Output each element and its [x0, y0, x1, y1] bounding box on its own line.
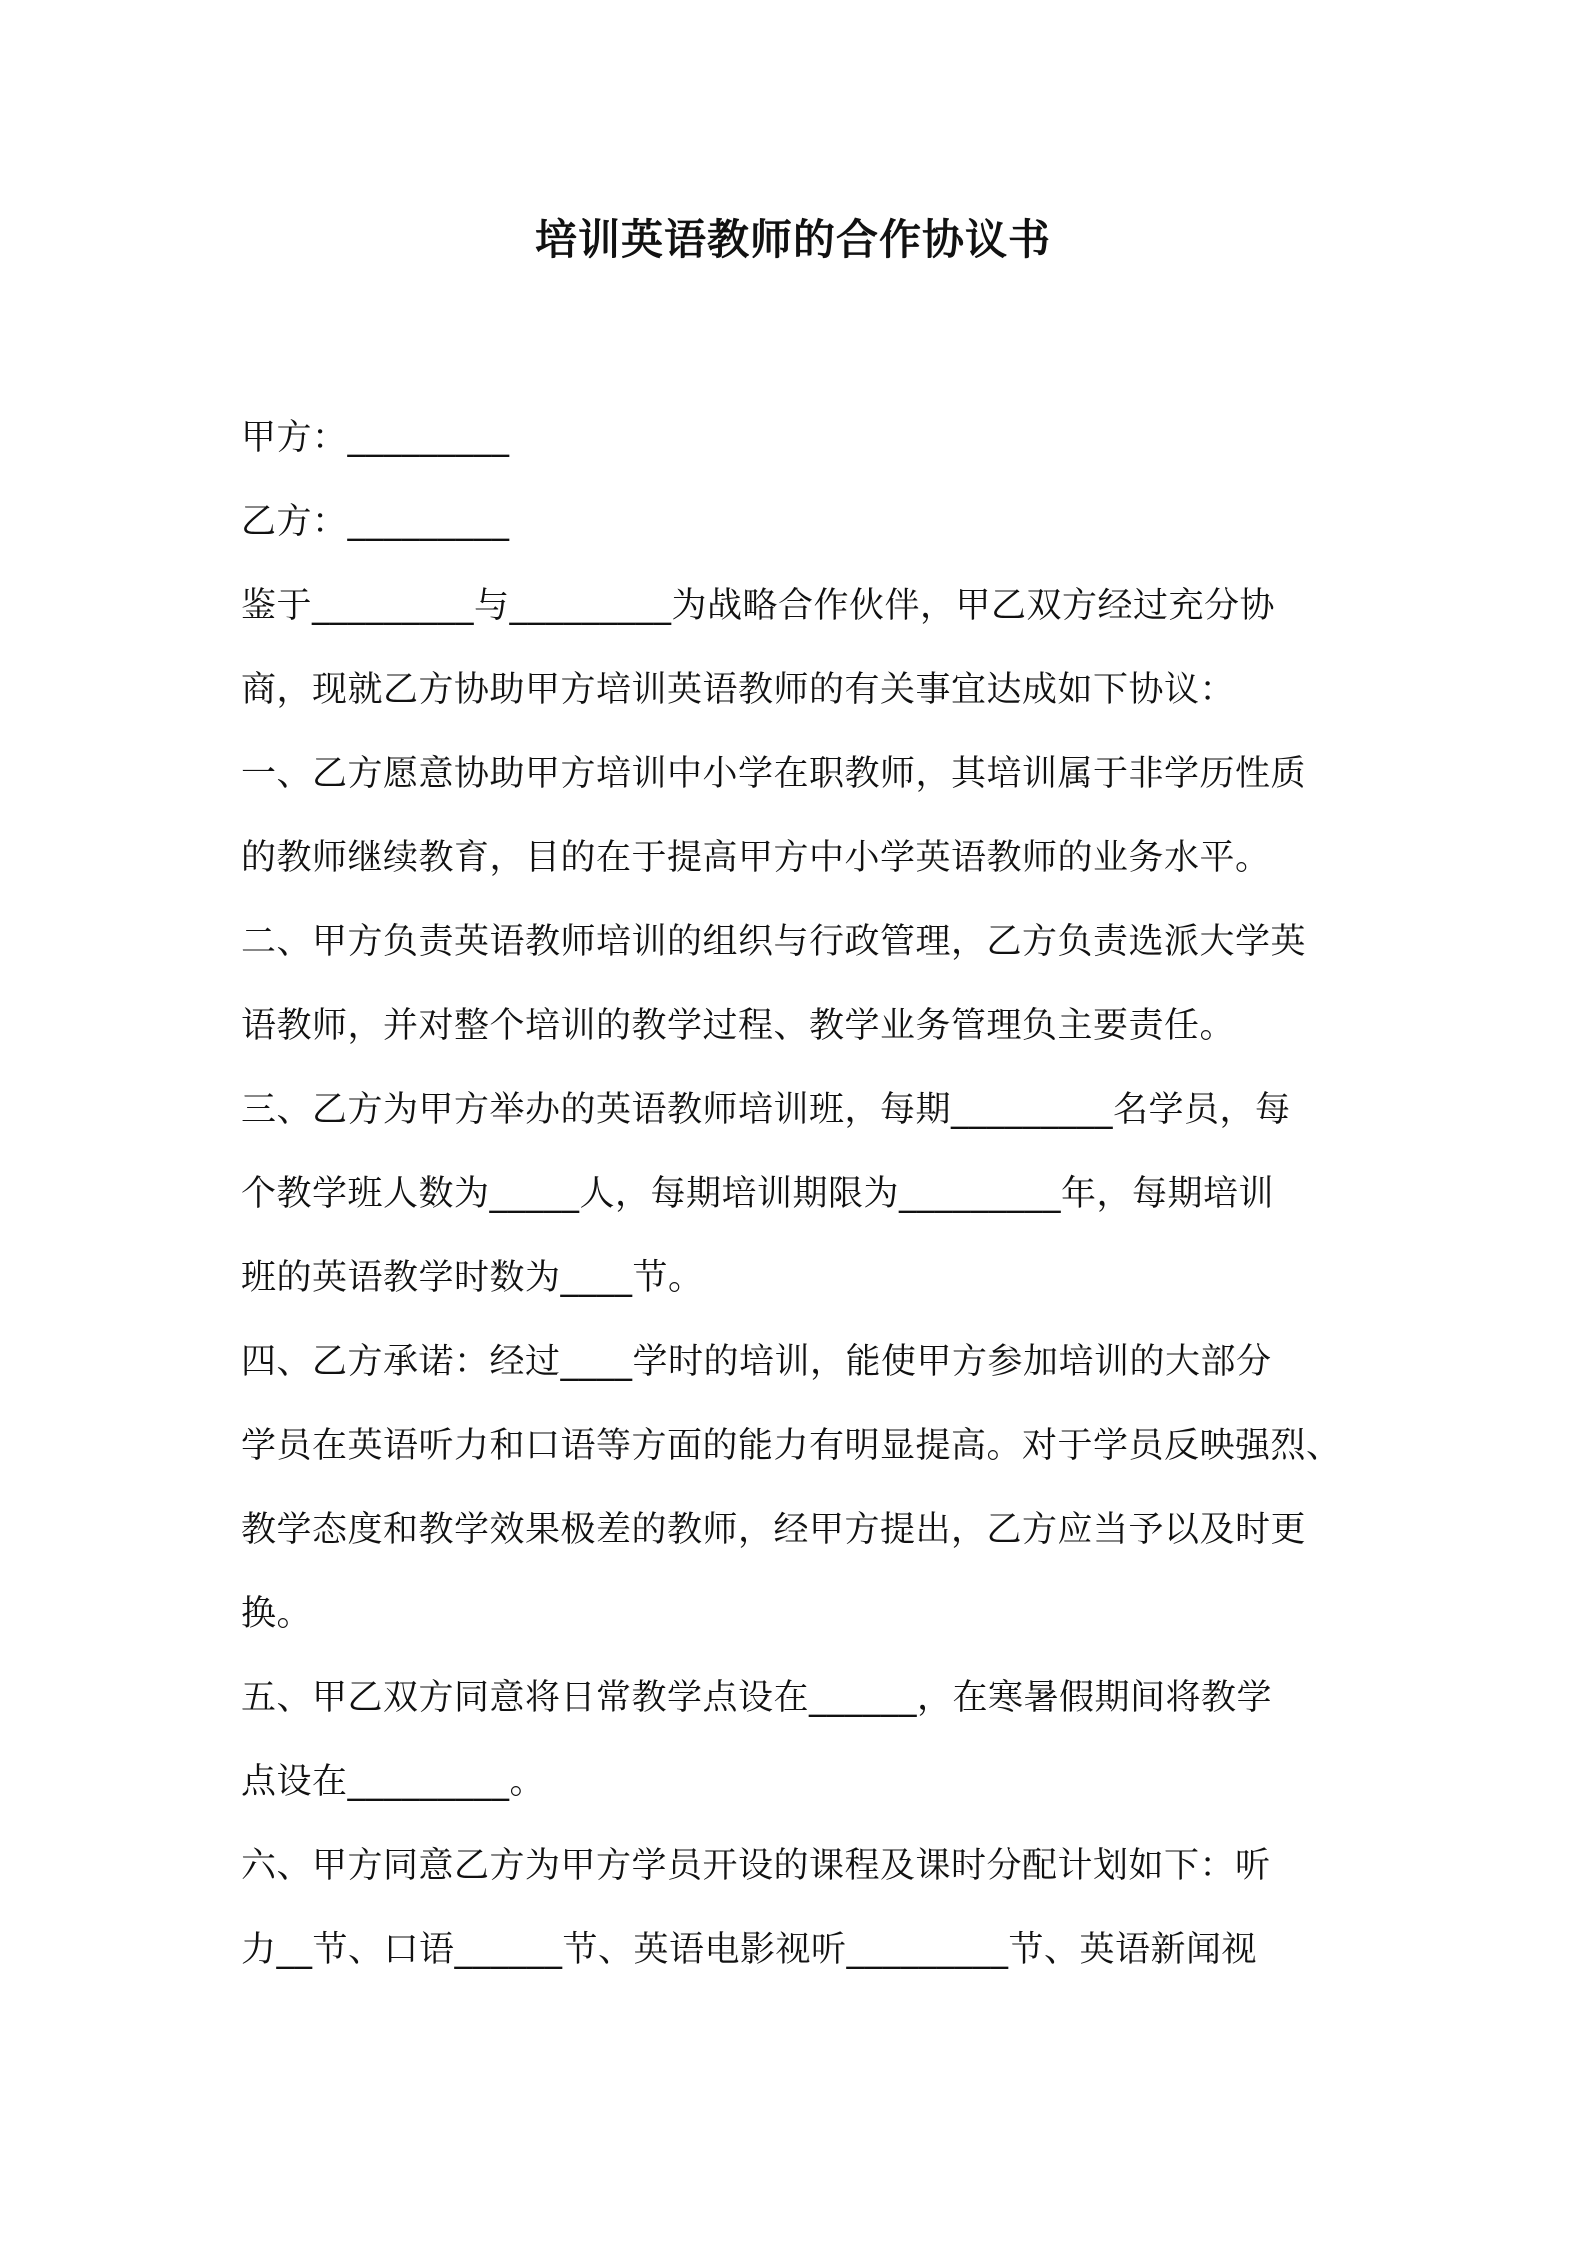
clause-1-line-2: 的教师继续教育，目的在于提高甲方中小学英语教师的业务水平。 — [241, 838, 1271, 878]
preamble-line-2: 商，现就乙方协助甲方培训英语教师的有关事宜达成如下协议： — [241, 670, 1236, 710]
clause-4-line-4: 换。 — [241, 1594, 313, 1634]
clause-4-line-2: 学员在英语听力和口语等方面的能力有明显提高。对于学员反映强烈、 — [241, 1426, 1342, 1466]
clause-4-line-3: 教学态度和教学效果极差的教师，经甲方提出，乙方应当予以及时更 — [241, 1510, 1307, 1550]
clause-3-line-1: 三、乙方为甲方举办的英语教师培训班，每期_________名学员，每 — [241, 1090, 1291, 1130]
clause-5-line-2: 点设在_________。 — [241, 1762, 546, 1802]
party-b-line: 乙方：_________ — [241, 502, 510, 542]
clause-2-line-2: 语教师，并对整个培训的教学过程、教学业务管理负主要责任。 — [241, 1006, 1236, 1046]
document-title: 培训英语教师的合作协议书 — [534, 215, 1051, 264]
preamble-line-1: 鉴于_________与_________为战略合作伙伴，甲乙双方经过充分协 — [241, 586, 1276, 626]
party-a-line: 甲方：_________ — [241, 418, 510, 458]
clause-3-line-2: 个教学班人数为_____人，每期培训期限为_________年，每期培训 — [241, 1174, 1275, 1214]
clause-6-line-1: 六、甲方同意乙方为甲方学员开设的课程及课时分配计划如下：听 — [241, 1846, 1271, 1886]
clause-2-line-1: 二、甲方负责英语教师培训的组织与行政管理，乙方负责选派大学英 — [241, 922, 1307, 962]
clause-5-line-1: 五、甲乙双方同意将日常教学点设在______，在寒暑假期间将教学 — [241, 1678, 1273, 1718]
clause-4-line-1: 四、乙方承诺：经过____学时的培训，能使甲方参加培训的大部分 — [241, 1342, 1272, 1382]
clause-3-line-3: 班的英语教学时数为____节。 — [241, 1258, 704, 1298]
clause-1-line-1: 一、乙方愿意协助甲方培训中小学在职教师，其培训属于非学历性质 — [241, 754, 1307, 794]
clause-6-line-2: 力__节、口语______节、英语电影视听_________节、英语新闻视 — [241, 1930, 1258, 1970]
